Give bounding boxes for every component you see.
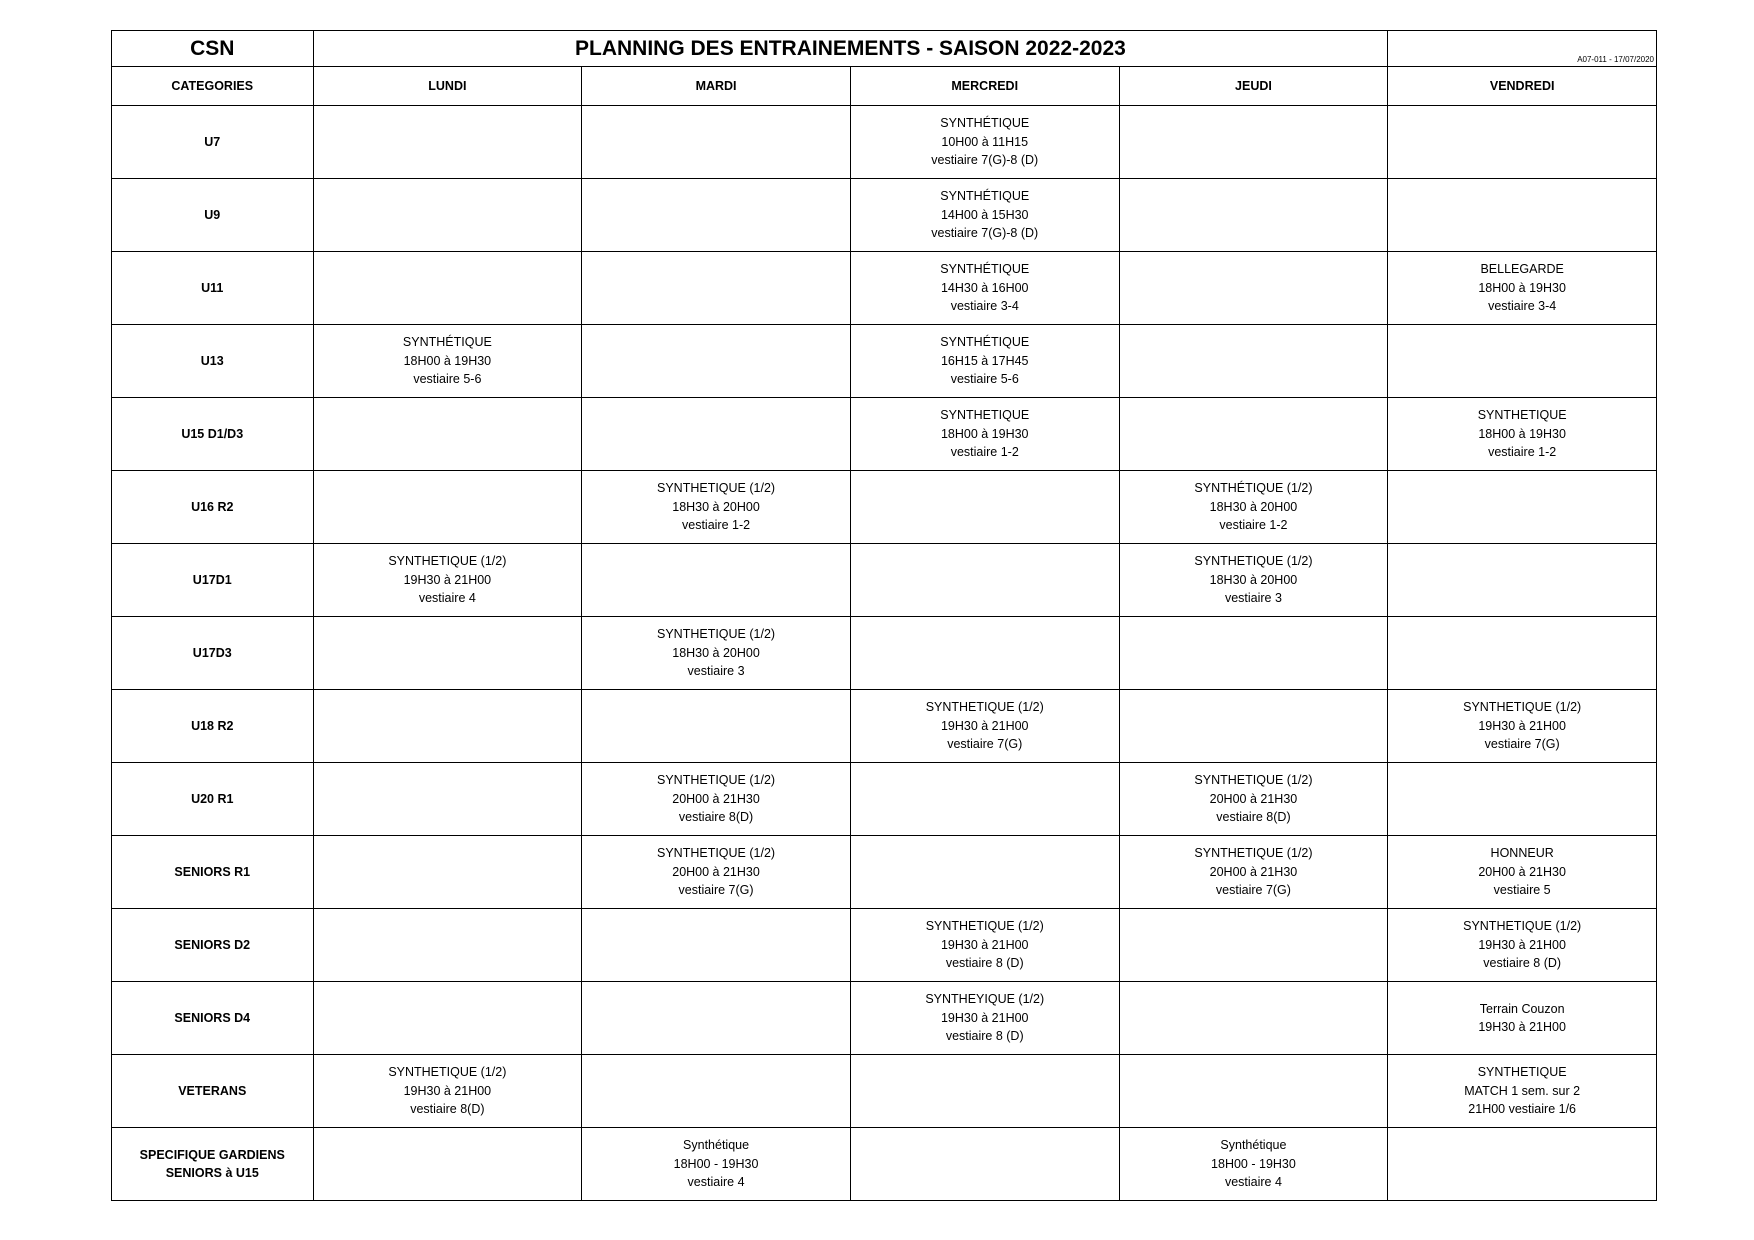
session-line: vestiaire 4 (687, 1175, 745, 1190)
session-line: SYNTHEYIQUE (1/2) (925, 992, 1045, 1007)
session-line: SYNTHÉTIQUE (402, 335, 492, 350)
session-cell-mercredi (850, 617, 1119, 690)
table-row (112, 909, 1657, 982)
session-cell-mercredi (850, 471, 1119, 544)
session-line: SYNTHETIQUE (1477, 408, 1567, 423)
session-cell-lundi (313, 179, 582, 252)
session-line: 19H30 à 21H00 (403, 572, 492, 587)
session-line: 18H30 à 20H00 (1209, 499, 1298, 514)
session-cell-mercredi (850, 836, 1119, 909)
session-line: vestiaire 1-2 (950, 445, 1019, 460)
session-cell-jeudi (1119, 1055, 1388, 1128)
table-row (112, 471, 1657, 544)
session-line: 18H00 à 19H30 (403, 353, 492, 368)
session-cell-mercredi (850, 1055, 1119, 1128)
session-line: vestiaire 3-4 (950, 299, 1019, 314)
session-cell-mardi (582, 1055, 851, 1128)
table-row (112, 982, 1657, 1055)
category-label: U11 (201, 280, 224, 295)
session-cell-mardi (582, 909, 851, 982)
session-cell-mercredi (850, 179, 1119, 252)
session-cell-lundi (313, 836, 582, 909)
session-line: SYNTHETIQUE (940, 408, 1030, 423)
session-line: 19H30 à 21H00 (940, 1010, 1029, 1025)
session-cell-mardi (582, 690, 851, 763)
session-line: BELLEGARDE (1480, 262, 1564, 277)
table-row (112, 398, 1657, 471)
session-cell-mardi (582, 763, 851, 836)
table-row (112, 1128, 1657, 1201)
session-line: SYNTHETIQUE (1/2) (1194, 846, 1313, 861)
session-line: SYNTHÉTIQUE (940, 335, 1030, 350)
column-header-vendredi: VENDREDI (1388, 67, 1657, 106)
category-label: VETERANS (178, 1083, 247, 1098)
session-line: 21H00 vestiaire 1/6 (1468, 1102, 1576, 1117)
session-line: SYNTHETIQUE (1/2) (1463, 700, 1582, 715)
table-row (112, 617, 1657, 690)
session-cell-mardi (582, 836, 851, 909)
session-cell-mercredi (850, 909, 1119, 982)
session-cell-vendredi (1388, 179, 1657, 252)
session-line: 18H00 - 19H30 (673, 1156, 759, 1171)
session-line: 18H00 à 19H30 (1478, 280, 1566, 295)
category-cell (112, 106, 314, 179)
category-cell (112, 179, 314, 252)
session-cell-lundi (313, 690, 582, 763)
session-line: 10H00 à 11H15 (941, 134, 1029, 149)
category-cell (112, 909, 314, 982)
session-cell-vendredi (1388, 471, 1657, 544)
session-cell-jeudi (1119, 690, 1388, 763)
training-schedule-table (111, 30, 1657, 1201)
session-line: SYNTHETIQUE (1/2) (1194, 554, 1313, 569)
session-cell-lundi (313, 763, 582, 836)
session-line: 18H30 à 20H00 (672, 499, 760, 514)
session-cell-mercredi (850, 325, 1119, 398)
session-cell-jeudi (1119, 179, 1388, 252)
table-row (112, 325, 1657, 398)
session-line: vestiaire 3-4 (1488, 299, 1557, 314)
session-line: 19H30 à 21H00 (940, 937, 1029, 952)
session-line: vestiaire 5-6 (950, 372, 1019, 387)
session-line: 18H30 à 20H00 (672, 645, 760, 660)
session-cell-mardi (582, 471, 851, 544)
session-line: 20H00 à 21H30 (1209, 791, 1298, 806)
session-cell-lundi (313, 544, 582, 617)
session-cell-vendredi (1388, 617, 1657, 690)
session-cell-mercredi (850, 398, 1119, 471)
session-line: SYNTHETIQUE (1/2) (925, 700, 1044, 715)
category-cell (112, 1055, 314, 1128)
session-cell-vendredi (1388, 106, 1657, 179)
category-cell (112, 471, 314, 544)
session-line: 20H00 à 21H30 (672, 864, 760, 879)
session-line: 14H30 à 16H00 (940, 280, 1029, 295)
table-row (112, 690, 1657, 763)
session-cell-mercredi (850, 690, 1119, 763)
session-line: Terrain Couzon (1479, 1001, 1565, 1016)
session-cell-lundi (313, 252, 582, 325)
session-line: vestiaire 1-2 (682, 518, 751, 533)
session-cell-mardi (582, 325, 851, 398)
session-cell-jeudi (1119, 106, 1388, 179)
session-line: 19H30 à 21H00 (1478, 1020, 1566, 1034)
session-cell-vendredi (1388, 690, 1657, 763)
session-line: vestiaire 8(D) (1216, 810, 1291, 825)
session-cell-mardi (582, 617, 851, 690)
session-cell-vendredi (1388, 1055, 1657, 1128)
session-cell-jeudi (1119, 909, 1388, 982)
session-cell-jeudi (1119, 982, 1388, 1055)
session-line: Synthétique (1220, 1138, 1287, 1153)
title-row (112, 31, 1657, 67)
session-line: Synthétique (683, 1138, 750, 1153)
session-cell-jeudi (1119, 763, 1388, 836)
session-line: vestiaire 5 (1493, 883, 1551, 898)
session-line: 20H00 à 21H30 (1209, 864, 1298, 879)
session-line: 14H00 à 15H30 (940, 207, 1029, 222)
session-line: 19H30 à 21H00 (940, 718, 1029, 733)
session-cell-vendredi (1388, 544, 1657, 617)
session-line: 19H30 à 21H00 (403, 1083, 492, 1098)
session-line: vestiaire 8(D) (410, 1102, 485, 1117)
session-line: SYNTHETIQUE (1477, 1065, 1567, 1080)
session-line: MATCH 1 sem. sur 2 (1464, 1083, 1581, 1098)
column-header-categories: CATEGORIES (112, 67, 314, 106)
session-cell-vendredi (1388, 909, 1657, 982)
column-header-jeudi: JEUDI (1119, 67, 1388, 106)
session-line: vestiaire 3 (687, 664, 745, 679)
category-label: U7 (204, 134, 221, 149)
category-label: SENIORS D4 (174, 1010, 251, 1025)
session-cell-mercredi (850, 252, 1119, 325)
category-label: U17D3 (192, 645, 232, 660)
session-line: 18H00 - 19H30 (1211, 1156, 1296, 1171)
session-line: 18H30 à 20H00 (1209, 572, 1298, 587)
category-label: SPECIFIQUE GARDIENS SENIORS à U15 (139, 1147, 285, 1180)
session-line: vestiaire 7(G)-8 (D) (931, 153, 1039, 168)
session-cell-vendredi (1388, 763, 1657, 836)
table-row (112, 252, 1657, 325)
table-row (112, 179, 1657, 252)
session-cell-vendredi (1388, 252, 1657, 325)
session-cell-jeudi (1119, 471, 1388, 544)
category-cell (112, 617, 314, 690)
session-cell-jeudi (1119, 617, 1388, 690)
session-cell-jeudi (1119, 544, 1388, 617)
session-cell-vendredi (1388, 982, 1657, 1055)
session-line: vestiaire 1-2 (1219, 518, 1288, 533)
session-line: 16H15 à 17H45 (940, 353, 1029, 368)
session-line: vestiaire 7(G)-8 (D) (931, 226, 1039, 241)
table-row (112, 836, 1657, 909)
column-header-lundi: LUNDI (313, 67, 582, 106)
session-line: 19H30 à 21H00 (1478, 937, 1566, 952)
session-cell-vendredi (1388, 836, 1657, 909)
session-cell-lundi (313, 106, 582, 179)
session-line: SYNTHETIQUE (1/2) (925, 919, 1044, 934)
table-row (112, 1055, 1657, 1128)
category-cell (112, 690, 314, 763)
session-cell-lundi (313, 1055, 582, 1128)
session-cell-mardi (582, 544, 851, 617)
column-header-mercredi: MERCREDI (850, 67, 1119, 106)
session-line: SYNTHETIQUE (1/2) (657, 773, 776, 788)
session-cell-lundi (313, 471, 582, 544)
session-line: vestiaire 5-6 (413, 372, 482, 387)
category-label: U15 D1/D3 (181, 426, 244, 441)
session-cell-lundi (313, 617, 582, 690)
page-title: PLANNING DES ENTRAINEMENTS - SAISON 2022-2023 (313, 31, 1388, 67)
category-label: U18 R2 (191, 718, 234, 733)
club-name: CSN (112, 31, 314, 67)
category-label: U17D1 (192, 572, 232, 587)
session-cell-mardi (582, 179, 851, 252)
category-cell (112, 763, 314, 836)
session-line: 18H00 à 19H30 (1478, 426, 1566, 441)
session-line: vestiaire 3 (1224, 591, 1282, 606)
session-cell-mardi (582, 398, 851, 471)
session-line: vestiaire 7(G) (947, 737, 1023, 752)
category-label: SENIORS D2 (174, 937, 251, 952)
session-line: vestiaire 4 (418, 591, 476, 606)
category-label: U13 (200, 353, 224, 368)
category-label: U16 R2 (191, 499, 234, 514)
session-cell-mercredi (850, 544, 1119, 617)
session-cell-mardi (582, 982, 851, 1055)
session-line: 18H00 à 19H30 (940, 426, 1029, 441)
session-line: HONNEUR (1490, 846, 1554, 861)
session-cell-mercredi (850, 1128, 1119, 1201)
category-label: U20 R1 (191, 791, 234, 806)
session-line: SYNTHETIQUE (1/2) (388, 1065, 507, 1080)
category-cell (112, 544, 314, 617)
category-cell (112, 325, 314, 398)
session-line: SYNTHÉTIQUE (940, 189, 1030, 204)
category-label: SENIORS R1 (174, 864, 251, 879)
session-line: 20H00 à 21H30 (672, 791, 760, 806)
session-line: vestiaire 8(D) (678, 810, 754, 825)
table-row (112, 763, 1657, 836)
session-line: SYNTHETIQUE (1/2) (388, 554, 507, 569)
session-cell-mercredi (850, 106, 1119, 179)
session-cell-jeudi (1119, 252, 1388, 325)
session-cell-lundi (313, 398, 582, 471)
session-cell-lundi (313, 909, 582, 982)
session-line: SYNTHETIQUE (1/2) (657, 627, 776, 642)
session-line: SYNTHETIQUE (1/2) (1463, 919, 1582, 934)
table-row (112, 544, 1657, 617)
session-cell-lundi (313, 1128, 582, 1201)
session-line: SYNTHETIQUE (1/2) (657, 481, 776, 496)
session-cell-mardi (582, 1128, 851, 1201)
session-line: vestiaire 1-2 (1488, 445, 1557, 460)
category-cell (112, 1128, 314, 1201)
session-cell-vendredi (1388, 398, 1657, 471)
session-line: vestiaire 7(G) (1484, 737, 1560, 752)
session-line: SYNTHETIQUE (1/2) (657, 846, 776, 861)
session-cell-mercredi (850, 982, 1119, 1055)
session-cell-vendredi (1388, 1128, 1657, 1201)
session-cell-lundi (313, 982, 582, 1055)
column-header-mardi: MARDI (582, 67, 851, 106)
category-cell (112, 252, 314, 325)
session-cell-vendredi (1388, 325, 1657, 398)
session-line: vestiaire 8 (D) (945, 956, 1024, 971)
session-cell-jeudi (1119, 1128, 1388, 1201)
session-line: SYNTHÉTIQUE (940, 262, 1030, 277)
column-header-row (112, 67, 1657, 106)
session-line: 19H30 à 21H00 (1478, 718, 1566, 733)
session-cell-mardi (582, 252, 851, 325)
session-cell-mardi (582, 106, 851, 179)
session-line: vestiaire 4 (1224, 1175, 1282, 1190)
session-line: vestiaire 7(G) (1215, 883, 1291, 898)
session-line: SYNTHETIQUE (1/2) (1194, 773, 1313, 788)
category-label: U9 (204, 207, 221, 222)
session-line: vestiaire 8 (D) (1483, 956, 1562, 971)
category-cell (112, 982, 314, 1055)
category-cell (112, 398, 314, 471)
session-line: SYNTHÉTIQUE (940, 116, 1030, 131)
table-row (112, 106, 1657, 179)
session-cell-lundi (313, 325, 582, 398)
session-cell-mercredi (850, 763, 1119, 836)
session-line: vestiaire 7(G) (678, 883, 754, 898)
session-cell-jeudi (1119, 325, 1388, 398)
category-cell (112, 836, 314, 909)
document-reference: A07-011 - 17/07/2020 (1388, 31, 1657, 67)
session-cell-jeudi (1119, 398, 1388, 471)
session-line: 20H00 à 21H30 (1478, 864, 1566, 879)
session-cell-jeudi (1119, 836, 1388, 909)
session-line: vestiaire 8 (D) (945, 1029, 1024, 1044)
session-line: SYNTHÉTIQUE (1/2) (1194, 481, 1313, 496)
